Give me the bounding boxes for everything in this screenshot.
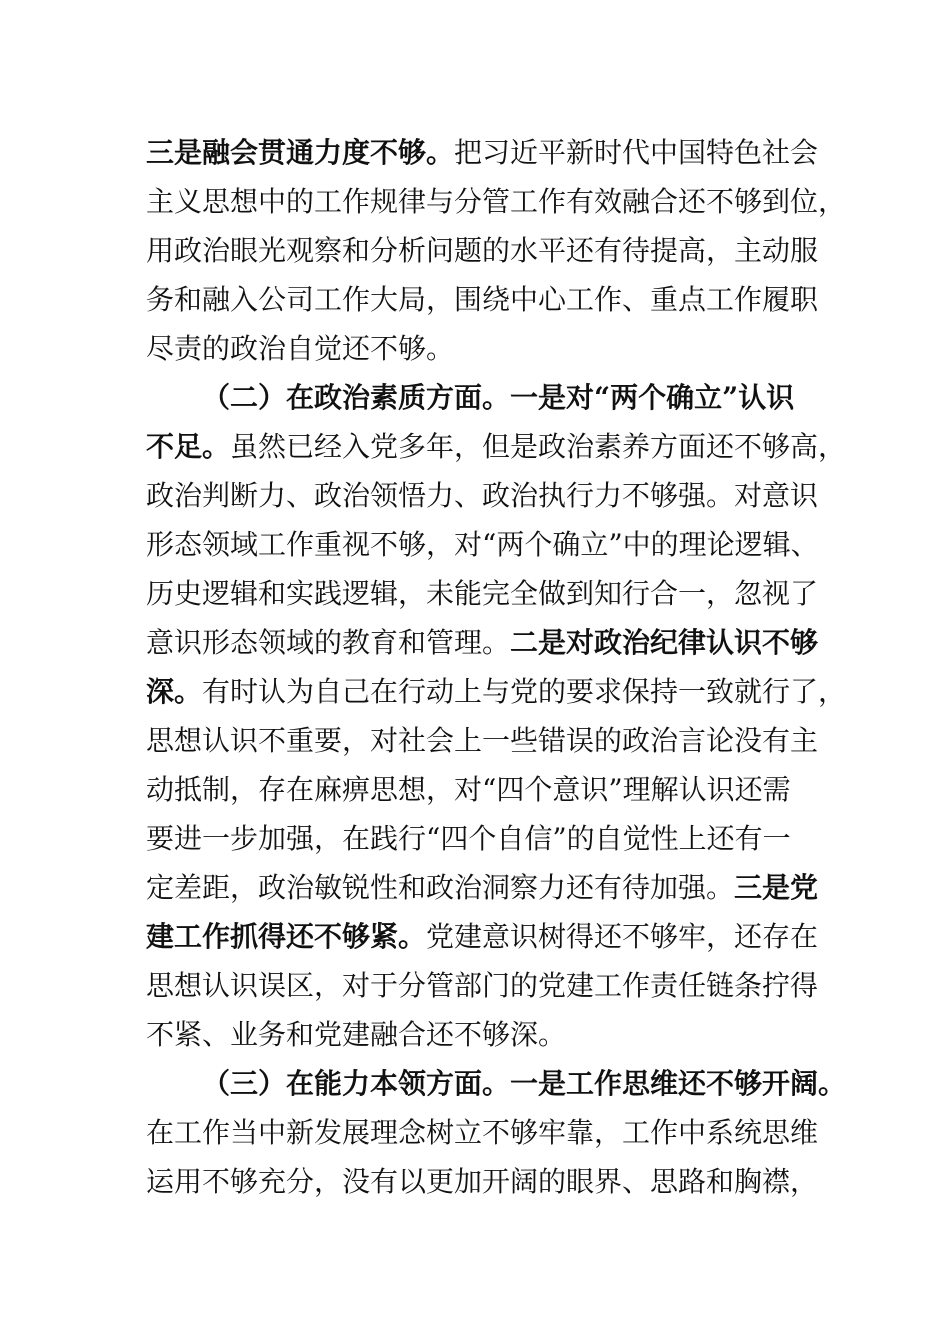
text-run: 动抵制，存在麻痹思想，对“四个意识”理解认识还需 — [146, 773, 791, 806]
text-line — [146, 373, 836, 422]
text-run: 意识形态领域的教育和管理。 — [146, 626, 511, 659]
text-line — [146, 618, 836, 667]
text-run: 定差距，政治敏锐性和政治洞察力还有待加强。 — [146, 871, 735, 904]
text-line — [146, 324, 836, 373]
document-body — [146, 128, 847, 1206]
text-run: 虽然已经入党多年，但是政治素养方面还不够高， — [230, 430, 847, 463]
paragraph — [146, 1059, 847, 1206]
text-run: 要进一步加强，在践行“四个自信”的自觉性上还有一 — [146, 822, 791, 855]
text-line — [146, 765, 836, 814]
paragraph — [146, 373, 847, 1059]
bold-text-run: 深。 — [146, 675, 203, 708]
text-line — [146, 520, 836, 569]
text-run: 运用不够充分，没有以更加开阔的眼界、思路和胸襟， — [146, 1165, 819, 1198]
text-line — [146, 1059, 847, 1108]
bold-text-run: 三是融会贯通力度不够。 — [146, 136, 455, 169]
text-line — [146, 422, 847, 471]
text-run: 思想认识不重要，对社会上一些错误的政治言论没有主 — [146, 724, 819, 757]
text-run: 政治判断力、政治领悟力、政治执行力不够强。对意识 — [146, 479, 819, 512]
text-line — [146, 912, 836, 961]
bold-text-run: （三）在能力本领方面。一是工作思维还不够开阔。 — [202, 1067, 847, 1100]
text-run: 务和融入公司工作大局，围绕中心工作、重点工作履职 — [146, 283, 819, 316]
bold-text-run: 建工作抓得还不够紧。 — [146, 920, 427, 953]
text-line — [146, 961, 836, 1010]
text-run: 形态领域工作重视不够，对“两个确立”中的理论逻辑、 — [146, 528, 819, 561]
text-line — [146, 226, 836, 275]
text-run: 历史逻辑和实践逻辑，未能完全做到知行合一，忽视了 — [146, 577, 819, 610]
text-line — [146, 569, 836, 618]
text-run: 用政治眼光观察和分析问题的水平还有待提高，主动服 — [146, 234, 819, 267]
bold-text-run: 不足。 — [146, 430, 231, 463]
text-line — [146, 128, 836, 177]
text-run: 把习近平新时代中国特色社会 — [454, 136, 819, 169]
bold-text-run: （二）在政治素质方面。一是对“两个确立”认识 — [202, 381, 795, 414]
text-line — [146, 1108, 836, 1157]
text-run: 不紧、业务和党建融合还不够深。 — [146, 1018, 567, 1051]
text-run: 有时认为自己在行动上与党的要求保持一致就行了， — [202, 675, 847, 708]
bold-text-run: 三是党 — [734, 871, 819, 904]
text-run: 尽责的政治自觉还不够。 — [146, 332, 455, 365]
text-line — [146, 1157, 836, 1206]
text-line — [146, 814, 836, 863]
text-run: 在工作当中新发展理念树立不够牢靠，工作中系统思维 — [146, 1116, 819, 1149]
text-line — [146, 863, 836, 912]
text-run: 党建意识树得还不够牢，还存在 — [426, 920, 819, 953]
text-line — [146, 1010, 836, 1059]
text-line — [146, 667, 847, 716]
text-run: 思想认识误区，对于分管部门的党建工作责任链条拧得 — [146, 969, 819, 1002]
bold-text-run: 二是对政治纪律认识不够 — [510, 626, 819, 659]
text-line — [146, 471, 836, 520]
text-line — [146, 716, 836, 765]
text-line — [146, 177, 847, 226]
paragraph — [146, 128, 847, 373]
text-run: 主义思想中的工作规律与分管工作有效融合还不够到位， — [146, 185, 847, 218]
text-line — [146, 275, 836, 324]
